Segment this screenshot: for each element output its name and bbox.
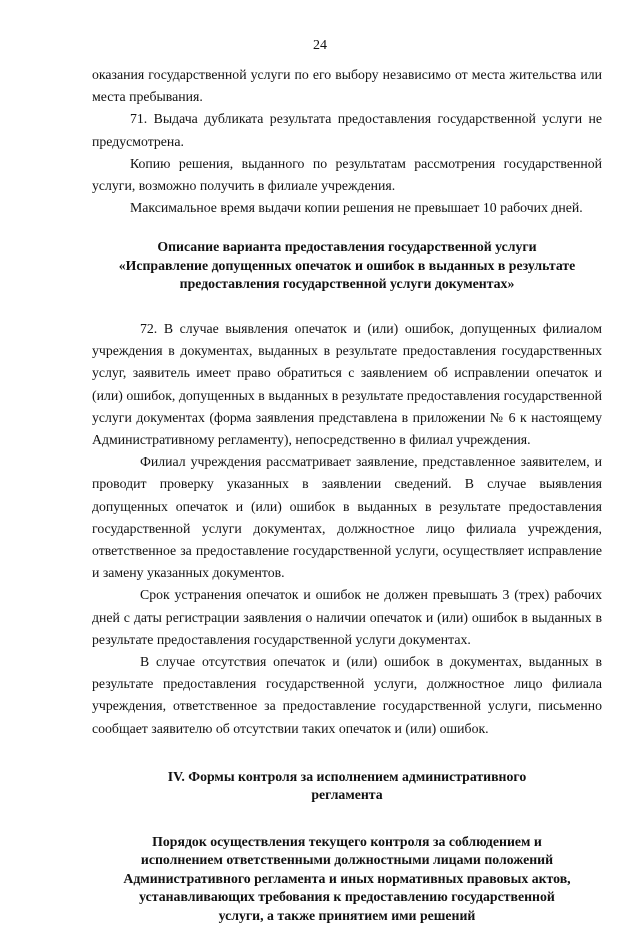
heading-variant-line: Описание варианта предоставления государственной услуги bbox=[157, 239, 537, 255]
heading-variant bbox=[92, 238, 602, 294]
paragraph-continuation: оказания государственной услуги по его выбору независимо от места жительства или места пребывания. bbox=[92, 67, 602, 105]
heading-section-iv bbox=[92, 768, 602, 805]
paragraph-72: 72. В случае выявления опечаток и (или) ошибок, допущенных филиалом учреждения в документах, выданных в результате предоставления государственных услуг, заявитель имеет право обратиться с заявлением об исправлении опечаток и (или) ошибок, допущенных в выданных в результате предоставления государственной услуги документах (форма заявления представлена в приложении № 6 к настоящему Административному регламенту), непосредственно в филиал учреждения. bbox=[92, 320, 602, 447]
heading-section-line: IV. Формы контроля за исполнением административного bbox=[167, 768, 527, 784]
paragraph-max-time: Максимальное время выдачи копии решения не превышает 10 рабочих дней. bbox=[130, 200, 583, 216]
heading-control-line: Порядок осуществления текущего контроля за соблюдением и bbox=[152, 833, 542, 849]
paragraph-71: 71. Выдача дубликата результата предоставления государственной услуги не предусмотрена. bbox=[92, 111, 602, 149]
document-body bbox=[92, 64, 602, 925]
page-number: 24 bbox=[313, 38, 327, 53]
paragraph-branch-review: Филиал учреждения рассматривает заявление, представленное заявителем, и проводит проверку указанных в заявлении сведений. В случае выявления допущенных опечаток и (или) ошибок в выданных в результате предоставления государственной услуги документах, должностное лицо филиала учреждения, ответственное за предоставление государственной услуги, осуществляет исправление и замену указанных документов. bbox=[92, 454, 602, 581]
paragraph-no-errors: В случае отсутствия опечаток и (или) ошибок в документах, выданных в результате предоставления государственной услуги, должностное лицо филиала учреждения, ответственное за предоставление государственной услуги, письменно сообщает заявителю об отсутствии таких опечаток и (или) ошибок. bbox=[92, 653, 602, 736]
paragraph-copy-decision: Копию решения, выданного по результатам рассмотрения государственной услуги, возможно получить в филиале учреждения. bbox=[92, 155, 602, 194]
heading-section-line: регламента bbox=[311, 787, 383, 803]
heading-variant-line: предоставления государственной услуги документах» bbox=[179, 276, 515, 292]
heading-control-line: устанавливающих требования к предоставлению государственной bbox=[139, 889, 555, 905]
heading-control-line: услуги, а также принятием ими решений bbox=[218, 907, 476, 923]
heading-variant-line: «Исправление допущенных опечаток и ошибок в выданных в результате bbox=[118, 257, 576, 273]
heading-current-control bbox=[92, 833, 602, 925]
heading-control-line: исполнением ответственными должностными лицами положений bbox=[140, 852, 554, 868]
heading-control-line: Административного регламента и иных нормативных правовых актов, bbox=[123, 870, 571, 886]
paragraph-correction-term: Срок устранения опечаток и ошибок не должен превышать 3 (трех) рабочих дней с даты регистрации заявления о наличии опечаток и (или) ошибок в выданных в результате предоставления государственной услуги документах. bbox=[92, 587, 602, 647]
